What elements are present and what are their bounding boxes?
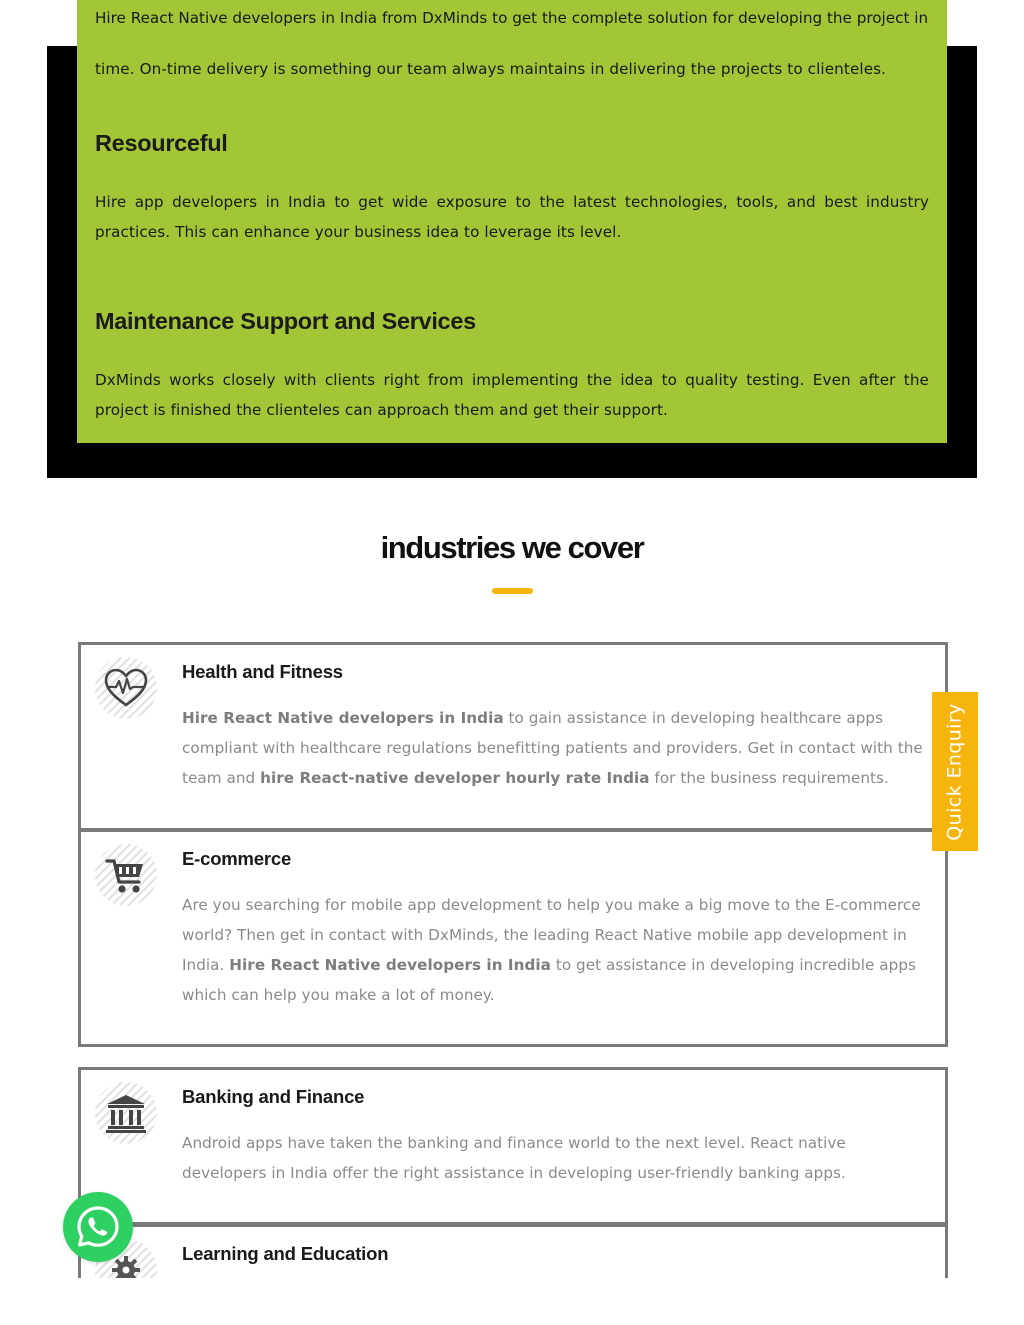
health-link-hire-developers[interactable]: Hire React Native developers in India — [182, 709, 504, 727]
features-panel — [77, 0, 947, 443]
industry-card-banking — [78, 1067, 948, 1225]
health-link-hourly-rate[interactable]: hire React-native developer hourly rate India — [260, 769, 650, 787]
health-title: Health and Fitness — [182, 661, 343, 682]
heart-pulse-icon — [95, 657, 157, 719]
bank-icon — [95, 1082, 157, 1144]
maintenance-heading: Maintenance Support and Services — [95, 308, 476, 334]
page-bottom-margin — [0, 1278, 1024, 1325]
resourceful-heading: Resourceful — [95, 130, 228, 156]
industries-title: industries we cover — [380, 530, 644, 565]
title-underline — [492, 588, 533, 594]
whatsapp-icon — [75, 1204, 121, 1250]
intro-partial-line: Hire React Native developers in India from DxMinds to get the complete solution for developing the project in — [95, 9, 929, 27]
ecommerce-description: Are you searching for mobile app development to help you make a big move to the E-commerce world? Then get in contact with DxMinds, the leading React Native mobile app development in India. Hire React Native developers in India to get assistance in developing incredible apps which can help you make a lot of money. — [182, 896, 921, 1004]
health-description: Hire React Native developers in India to gain assistance in developing healthcare apps compliant with healthcare regulations benefitting patients and providers. Get in contact with the team and hire React-native developer hourly rate India for the business requirements. — [182, 709, 923, 787]
quick-enquiry-button[interactable]: Quick Enquiry — [932, 692, 978, 851]
banking-description: Android apps have taken the banking and finance world to the next level. React native developers in India offer the right assistance in developing user-friendly banking apps. — [182, 1134, 846, 1182]
whatsapp-button[interactable] — [63, 1192, 133, 1262]
resourceful-text: Hire app developers in India to get wide exposure to the latest technologies, tools, and best industry practices. This can enhance your business idea to leverage its level. — [95, 193, 929, 241]
ecommerce-title: E-commerce — [182, 848, 292, 869]
industry-card-ecommerce — [78, 829, 948, 1047]
industry-card-health — [78, 642, 948, 831]
banking-title: Banking and Finance — [182, 1086, 365, 1107]
intro-text: time. On-time delivery is something our team always maintains in delivering the projects to clienteles. — [95, 60, 887, 78]
education-title: Learning and Education — [182, 1243, 389, 1264]
shopping-cart-icon — [95, 844, 157, 906]
ecommerce-link-hire-developers[interactable]: Hire React Native developers in India — [229, 956, 551, 974]
maintenance-text: DxMinds works closely with clients right from implementing the idea to quality testing. Even after the project is finished the clienteles can approach them and get their support. — [95, 371, 929, 419]
